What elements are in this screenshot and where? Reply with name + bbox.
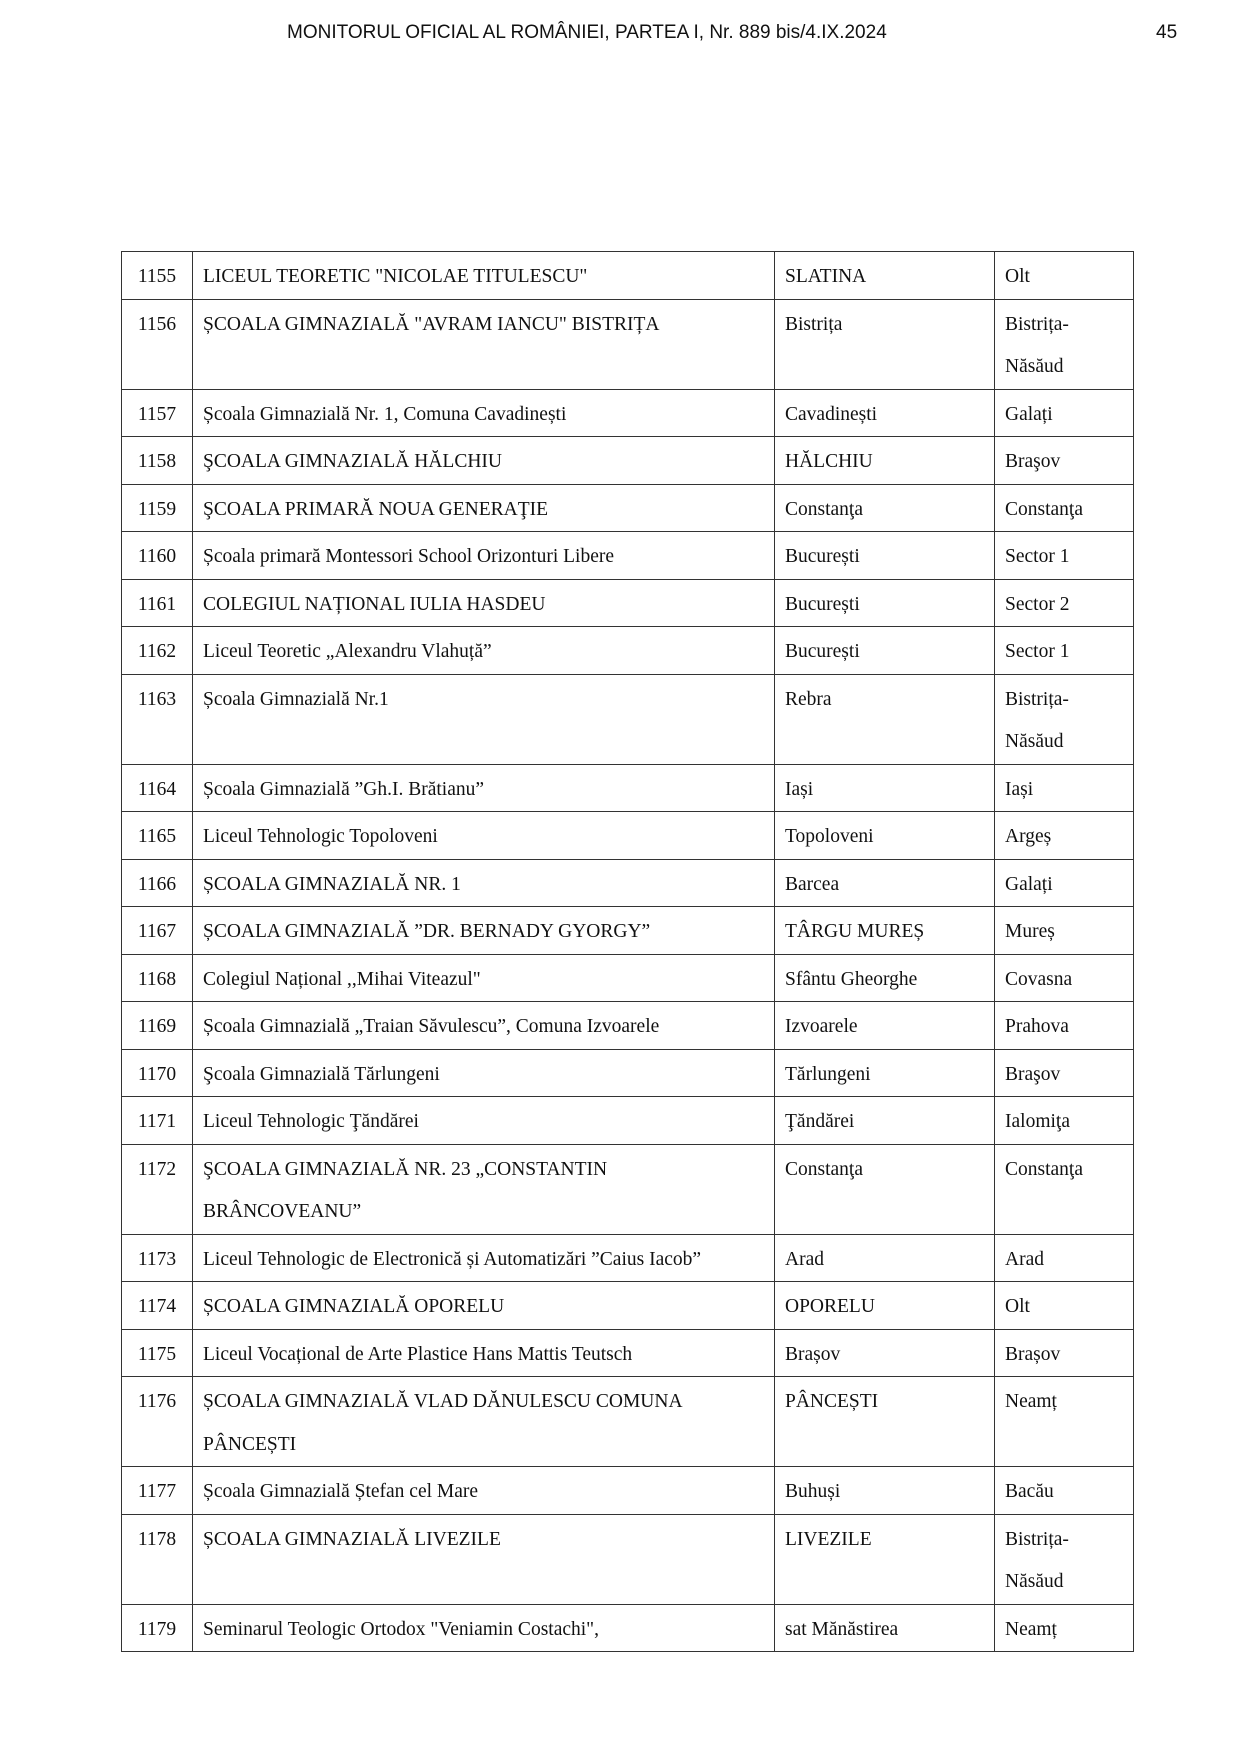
locality-cell: sat Mănăstirea bbox=[775, 1604, 995, 1652]
county-cell: Sector 1 bbox=[995, 532, 1134, 580]
locality-cell: PÂNCEȘTI bbox=[775, 1377, 995, 1467]
row-number-cell: 1166 bbox=[122, 859, 193, 907]
school-name-cell: ȘCOALA GIMNAZIALĂ NR. 1 bbox=[193, 859, 775, 907]
row-number-cell: 1176 bbox=[122, 1377, 193, 1467]
county-cell: Olt bbox=[995, 252, 1134, 300]
table-row bbox=[122, 1514, 1134, 1604]
locality-cell: Constanţa bbox=[775, 484, 995, 532]
table-row bbox=[122, 1049, 1134, 1097]
row-number-cell: 1170 bbox=[122, 1049, 193, 1097]
county-cell: Constanţa bbox=[995, 484, 1134, 532]
locality-cell: Topoloveni bbox=[775, 812, 995, 860]
table-row bbox=[122, 579, 1134, 627]
table-row bbox=[122, 389, 1134, 437]
table-row bbox=[122, 252, 1134, 300]
school-name-cell: ŞCOALA GIMNAZIALĂ NR. 23 „CONSTANTIN BRÂNCOVEANU” bbox=[193, 1144, 775, 1234]
county-cell: Prahova bbox=[995, 1002, 1134, 1050]
school-name-cell: ȘCOALA GIMNAZIALĂ ”DR. BERNADY GYORGY” bbox=[193, 907, 775, 955]
publication-title: MONITORUL OFICIAL AL ROMÂNIEI, PARTEA I, Nr. 889 bis/4.IX.2024 bbox=[287, 22, 887, 43]
school-name-cell: Școala Gimnazială Nr. 1, Comuna Cavadinești bbox=[193, 389, 775, 437]
row-number-cell: 1178 bbox=[122, 1514, 193, 1604]
table-row bbox=[122, 1234, 1134, 1282]
county-cell: Iași bbox=[995, 764, 1134, 812]
row-number-cell: 1155 bbox=[122, 252, 193, 300]
table-row bbox=[122, 1282, 1134, 1330]
locality-cell: Tărlungeni bbox=[775, 1049, 995, 1097]
row-number-cell: 1167 bbox=[122, 907, 193, 955]
county-cell: Neamț bbox=[995, 1377, 1134, 1467]
row-number-cell: 1157 bbox=[122, 389, 193, 437]
table-row bbox=[122, 1097, 1134, 1145]
table-row bbox=[122, 299, 1134, 389]
table-row bbox=[122, 674, 1134, 764]
county-cell: Mureș bbox=[995, 907, 1134, 955]
table-row bbox=[122, 1467, 1134, 1515]
county-cell: Sector 2 bbox=[995, 579, 1134, 627]
locality-cell: București bbox=[775, 627, 995, 675]
county-cell: Braşov bbox=[995, 437, 1134, 485]
school-name-cell: Școala Gimnazială Ștefan cel Mare bbox=[193, 1467, 775, 1515]
school-name-cell: ȘCOALA GIMNAZIALĂ VLAD DĂNULESCU COMUNA PÂNCEȘTI bbox=[193, 1377, 775, 1467]
locality-cell: Barcea bbox=[775, 859, 995, 907]
locality-cell: Bistrița bbox=[775, 299, 995, 389]
table-row bbox=[122, 812, 1134, 860]
county-cell: Galați bbox=[995, 389, 1134, 437]
table-row bbox=[122, 1329, 1134, 1377]
county-cell: Brașov bbox=[995, 1329, 1134, 1377]
school-name-cell: Liceul Tehnologic Ţăndărei bbox=[193, 1097, 775, 1145]
school-name-cell: Şcoala Gimnazială Tărlungeni bbox=[193, 1049, 775, 1097]
school-name-cell: ȘCOALA GIMNAZIALĂ OPORELU bbox=[193, 1282, 775, 1330]
table-row bbox=[122, 859, 1134, 907]
locality-cell: OPORELU bbox=[775, 1282, 995, 1330]
county-cell: Covasna bbox=[995, 954, 1134, 1002]
county-cell: Sector 1 bbox=[995, 627, 1134, 675]
county-cell: Constanţa bbox=[995, 1144, 1134, 1234]
school-name-cell: Liceul Tehnologic Topoloveni bbox=[193, 812, 775, 860]
county-cell: Neamț bbox=[995, 1604, 1134, 1652]
table-row bbox=[122, 437, 1134, 485]
school-name-cell: ŞCOALA GIMNAZIALĂ HĂLCHIU bbox=[193, 437, 775, 485]
table-row bbox=[122, 954, 1134, 1002]
row-number-cell: 1162 bbox=[122, 627, 193, 675]
row-number-cell: 1165 bbox=[122, 812, 193, 860]
school-name-cell: COLEGIUL NAȚIONAL IULIA HASDEU bbox=[193, 579, 775, 627]
locality-cell: Constanţa bbox=[775, 1144, 995, 1234]
school-name-cell: Școala Gimnazială Nr.1 bbox=[193, 674, 775, 764]
row-number-cell: 1172 bbox=[122, 1144, 193, 1234]
county-cell: Bacău bbox=[995, 1467, 1134, 1515]
school-name-cell: ŞCOALA PRIMARĂ NOUA GENERAŢIE bbox=[193, 484, 775, 532]
school-name-cell: Seminarul Teologic Ortodox "Veniamin Costachi", bbox=[193, 1604, 775, 1652]
county-cell: Olt bbox=[995, 1282, 1134, 1330]
row-number-cell: 1174 bbox=[122, 1282, 193, 1330]
row-number-cell: 1156 bbox=[122, 299, 193, 389]
locality-cell: Arad bbox=[775, 1234, 995, 1282]
table-row bbox=[122, 1377, 1134, 1467]
county-cell: Bistrița-Năsăud bbox=[995, 1514, 1134, 1604]
locality-cell: Izvoarele bbox=[775, 1002, 995, 1050]
locality-cell: HĂLCHIU bbox=[775, 437, 995, 485]
county-cell: Braşov bbox=[995, 1049, 1134, 1097]
school-name-cell: ȘCOALA GIMNAZIALĂ LIVEZILE bbox=[193, 1514, 775, 1604]
table-row bbox=[122, 1002, 1134, 1050]
school-name-cell: Liceul Teoretic „Alexandru Vlahuță” bbox=[193, 627, 775, 675]
row-number-cell: 1177 bbox=[122, 1467, 193, 1515]
row-number-cell: 1168 bbox=[122, 954, 193, 1002]
school-name-cell: ȘCOALA GIMNAZIALĂ "AVRAM IANCU" BISTRIȚA bbox=[193, 299, 775, 389]
row-number-cell: 1160 bbox=[122, 532, 193, 580]
row-number-cell: 1164 bbox=[122, 764, 193, 812]
schools-table bbox=[121, 251, 1134, 1652]
row-number-cell: 1169 bbox=[122, 1002, 193, 1050]
row-number-cell: 1173 bbox=[122, 1234, 193, 1282]
county-cell: Arad bbox=[995, 1234, 1134, 1282]
locality-cell: Brașov bbox=[775, 1329, 995, 1377]
locality-cell: SLATINA bbox=[775, 252, 995, 300]
locality-cell: Rebra bbox=[775, 674, 995, 764]
table-row bbox=[122, 627, 1134, 675]
table-row bbox=[122, 907, 1134, 955]
county-cell: Argeș bbox=[995, 812, 1134, 860]
county-cell: Galați bbox=[995, 859, 1134, 907]
locality-cell: Ţăndărei bbox=[775, 1097, 995, 1145]
locality-cell: LIVEZILE bbox=[775, 1514, 995, 1604]
locality-cell: Iași bbox=[775, 764, 995, 812]
school-name-cell: Liceul Vocațional de Arte Plastice Hans Mattis Teutsch bbox=[193, 1329, 775, 1377]
row-number-cell: 1171 bbox=[122, 1097, 193, 1145]
locality-cell: Sfântu Gheorghe bbox=[775, 954, 995, 1002]
locality-cell: TÂRGU MUREȘ bbox=[775, 907, 995, 955]
row-number-cell: 1158 bbox=[122, 437, 193, 485]
page-number: 45 bbox=[1156, 22, 1178, 43]
school-name-cell: LICEUL TEORETIC "NICOLAE TITULESCU" bbox=[193, 252, 775, 300]
county-cell: Bistrița-Năsăud bbox=[995, 299, 1134, 389]
locality-cell: București bbox=[775, 579, 995, 627]
row-number-cell: 1161 bbox=[122, 579, 193, 627]
locality-cell: Cavadinești bbox=[775, 389, 995, 437]
school-name-cell: Școala Gimnazială „Traian Săvulescu”, Comuna Izvoarele bbox=[193, 1002, 775, 1050]
row-number-cell: 1179 bbox=[122, 1604, 193, 1652]
table-row bbox=[122, 1604, 1134, 1652]
row-number-cell: 1163 bbox=[122, 674, 193, 764]
school-name-cell: Colegiul Național ,,Mihai Viteazul" bbox=[193, 954, 775, 1002]
locality-cell: București bbox=[775, 532, 995, 580]
table-row bbox=[122, 532, 1134, 580]
school-name-cell: Liceul Tehnologic de Electronică și Automatizări ”Caius Iacob” bbox=[193, 1234, 775, 1282]
locality-cell: Buhuși bbox=[775, 1467, 995, 1515]
row-number-cell: 1159 bbox=[122, 484, 193, 532]
table-row bbox=[122, 484, 1134, 532]
school-name-cell: Școala primară Montessori School Orizonturi Libere bbox=[193, 532, 775, 580]
school-name-cell: Școala Gimnazială ”Gh.I. Brătianu” bbox=[193, 764, 775, 812]
county-cell: Bistrița-Năsăud bbox=[995, 674, 1134, 764]
table-row bbox=[122, 1144, 1134, 1234]
county-cell: Ialomiţa bbox=[995, 1097, 1134, 1145]
row-number-cell: 1175 bbox=[122, 1329, 193, 1377]
table-row bbox=[122, 764, 1134, 812]
